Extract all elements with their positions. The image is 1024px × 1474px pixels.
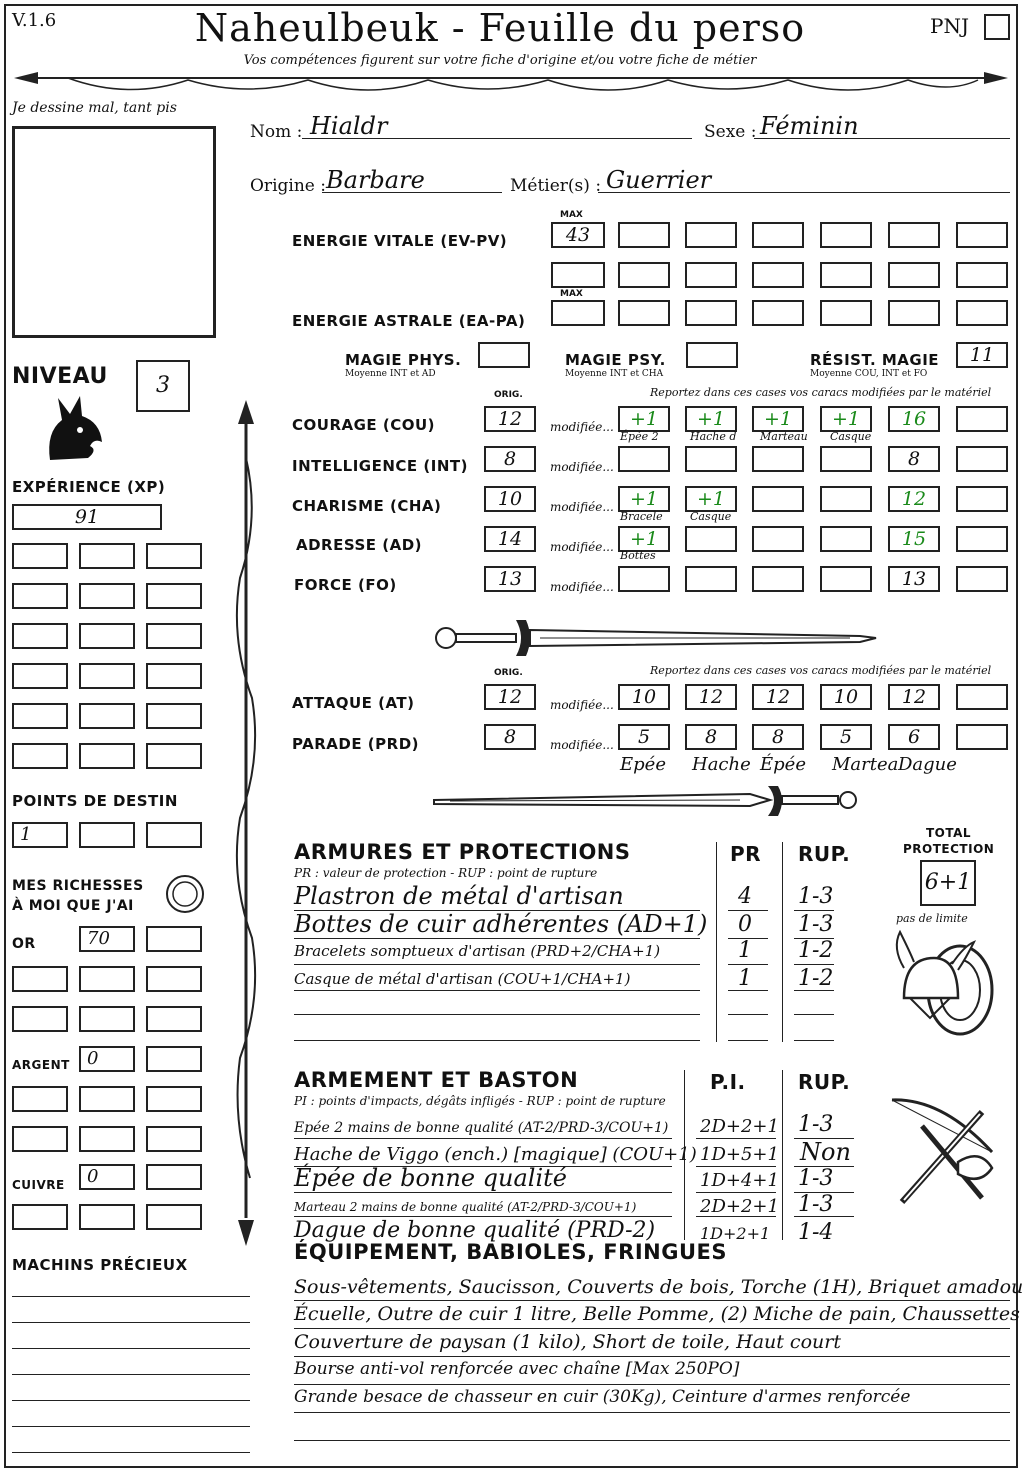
sword-icon	[430, 782, 870, 822]
intelligence-label: INTELLIGENCE (INT)	[292, 457, 468, 475]
courage-note: Hache d	[690, 430, 737, 443]
ev-box[interactable]	[820, 222, 872, 248]
or-box[interactable]	[146, 926, 202, 952]
equipement-line[interactable]: Écuelle, Outre de cuir 1 litre, Belle Pomme, (2) Miche de pain, Chaussettes	[294, 1303, 1020, 1325]
adresse-orig-box[interactable]: 14	[484, 526, 536, 552]
total-protection-box[interactable]: 6+1	[920, 860, 976, 906]
or-box[interactable]	[12, 1006, 68, 1032]
row-line	[294, 1216, 672, 1217]
row-line	[728, 910, 768, 911]
adresse-final-box[interactable]: 15	[888, 526, 940, 552]
ev-box[interactable]	[820, 262, 872, 288]
cuivre-box[interactable]: 0	[79, 1164, 135, 1190]
arme-pi[interactable]: 2D+2+1	[700, 1116, 779, 1137]
origine-value[interactable]: Barbare	[326, 166, 425, 194]
force-mod-box[interactable]	[685, 566, 737, 592]
cuivre-box[interactable]	[146, 1164, 202, 1190]
resist-magie-note: Moyenne COU, INT et FO	[810, 369, 928, 379]
sheet-subtitle: Vos compétences figurent sur votre fiche d'origine et/ou votre fiche de métier	[243, 53, 757, 68]
arme-rup[interactable]: 1-4	[798, 1220, 834, 1245]
arme-rup[interactable]: 1-3	[798, 1112, 834, 1137]
ea-box[interactable]	[888, 300, 940, 326]
ea-max-box[interactable]	[551, 300, 605, 326]
coin-icon	[164, 873, 206, 915]
force-orig-box[interactable]: 13	[484, 566, 536, 592]
modif-label: modifiée...	[550, 540, 614, 554]
arme-rup[interactable]: Non	[800, 1138, 851, 1166]
armure-rup[interactable]: 1-2	[798, 938, 834, 963]
row-line	[728, 990, 768, 991]
parade-box[interactable]: 6	[888, 724, 940, 750]
origine-label: Origine :	[250, 176, 326, 196]
ev-max-label: MAX	[560, 210, 583, 220]
armure-name[interactable]: Bottes de cuir adhérentes (AD+1)	[294, 910, 708, 938]
courage-mod-box[interactable]: +1	[618, 406, 670, 432]
adresse-mod-box[interactable]	[820, 526, 872, 552]
ea-box[interactable]	[956, 300, 1008, 326]
intelligence-mod-box[interactable]	[618, 446, 670, 472]
or-box[interactable]	[146, 1006, 202, 1032]
row-line	[794, 910, 834, 911]
table-divider	[716, 842, 717, 1042]
precieux-line	[12, 1322, 250, 1323]
adresse-mod-box[interactable]	[685, 526, 737, 552]
ev-box[interactable]	[888, 222, 940, 248]
attaque-box[interactable]: 12	[888, 684, 940, 710]
row-line	[696, 1216, 776, 1217]
force-mod-box[interactable]	[820, 566, 872, 592]
row-line	[728, 1014, 768, 1015]
orig-label: ORIG.	[494, 390, 523, 400]
equipement-line[interactable]: Grande besace de chasseur en cuir (30Kg), Ceinture d'armes renforcée	[294, 1387, 911, 1407]
arme-name[interactable]: Dague de bonne qualité (PRD-2)	[294, 1218, 656, 1243]
parade-box[interactable]	[956, 724, 1008, 750]
parade-box[interactable]: 8	[752, 724, 804, 750]
precieux-line	[12, 1374, 250, 1375]
attaque-box[interactable]: 12	[752, 684, 804, 710]
courage-orig-box[interactable]: 12	[484, 406, 536, 432]
magie-phys-label: MAGIE PHYS.	[345, 351, 462, 369]
ev-box[interactable]	[888, 262, 940, 288]
intelligence-mod-box[interactable]	[820, 446, 872, 472]
ev-box[interactable]	[956, 262, 1008, 288]
row-line	[294, 1412, 1010, 1413]
arme-name[interactable]: Epée 2 mains de bonne qualité (AT-2/PRD-3/COU+1)	[294, 1120, 669, 1136]
charisme-note: Casque	[690, 510, 732, 523]
attaque-box[interactable]: 10	[820, 684, 872, 710]
row-line	[294, 990, 700, 991]
weapon-label: Dague	[898, 754, 957, 775]
modif-label: modifiée...	[550, 420, 614, 434]
ev-box[interactable]	[551, 262, 605, 288]
charisme-note: Bracele	[620, 510, 663, 523]
ea-box[interactable]	[752, 300, 804, 326]
parade-box[interactable]: 5	[618, 724, 670, 750]
courage-note: Épée 2	[620, 430, 659, 443]
xp-cell[interactable]	[12, 583, 68, 609]
cuivre-label: CUIVRE	[12, 1178, 65, 1192]
courage-mod-box[interactable]: +1	[752, 406, 804, 432]
precieux-line	[12, 1452, 250, 1453]
xp-cell[interactable]	[79, 583, 135, 609]
weapon-label: Martea	[832, 754, 899, 775]
charisme-mod-box[interactable]	[820, 486, 872, 512]
charisme-final-box[interactable]: 12	[888, 486, 940, 512]
modif-label: modifiée...	[550, 500, 614, 514]
or-box[interactable]	[12, 966, 68, 992]
equipement-line[interactable]: Couverture de paysan (1 kilo), Short de toile, Haut court	[294, 1331, 841, 1353]
argent-box[interactable]	[79, 1126, 135, 1152]
ev-box[interactable]	[618, 222, 670, 248]
argent-box[interactable]	[12, 1126, 68, 1152]
row-line	[794, 990, 834, 991]
modif-label: modifiée...	[550, 738, 614, 752]
armure-name[interactable]: Bracelets somptueux d'artisan (PRD+2/CHA+1)	[294, 942, 661, 960]
ev-box[interactable]	[618, 262, 670, 288]
pnj-label: PNJ	[930, 14, 969, 38]
or-box[interactable]	[79, 966, 135, 992]
ev-max-box[interactable]: 43	[551, 222, 605, 248]
xp-cell[interactable]	[79, 703, 135, 729]
ea-box[interactable]	[685, 300, 737, 326]
table-divider	[782, 842, 783, 1042]
armure-rup[interactable]: 1-3	[798, 884, 834, 909]
staff-icon	[226, 398, 266, 1248]
cuivre-box[interactable]	[79, 1204, 135, 1230]
courage-box[interactable]	[956, 406, 1008, 432]
sword-icon	[430, 612, 880, 662]
xp-cell[interactable]	[146, 743, 202, 769]
pi-label: P.I.	[710, 1070, 746, 1094]
argent-box[interactable]	[79, 1086, 135, 1112]
richesses-label-2: À MOI QUE J'AI	[12, 898, 134, 914]
niveau-label: NIVEAU	[12, 364, 108, 389]
row-line	[794, 1040, 834, 1041]
magie-psy-note: Moyenne INT et CHA	[565, 369, 664, 379]
attaque-orig-box[interactable]: 12	[484, 684, 536, 710]
argent-box[interactable]: 0	[79, 1046, 135, 1072]
armure-name[interactable]: Plastron de métal d'artisan	[294, 882, 624, 910]
courage-note: Casque	[830, 430, 872, 443]
destin-box[interactable]: 1	[12, 822, 68, 848]
xp-cell[interactable]	[12, 743, 68, 769]
sexe-label: Sexe :	[704, 122, 757, 142]
argent-box[interactable]	[146, 1086, 202, 1112]
arme-pi[interactable]: 1D+5+1	[700, 1144, 779, 1165]
armure-pr[interactable]: 1	[738, 938, 752, 963]
arme-pi[interactable]: 1D+2+1	[700, 1224, 771, 1243]
ea-box[interactable]	[820, 300, 872, 326]
protection-label: PROTECTION	[903, 842, 995, 856]
ev-box[interactable]	[956, 222, 1008, 248]
sheet-title: Naheulbeuk - Feuille du perso	[194, 6, 806, 50]
row-line	[728, 1040, 768, 1041]
or-label: OR	[12, 936, 36, 952]
equipement-title: ÉQUIPEMENT, BABIOLES, FRINGUES	[294, 1240, 727, 1264]
richesses-label: MES RICHESSES	[12, 878, 144, 894]
charisme-box[interactable]	[956, 486, 1008, 512]
row-line	[696, 1166, 776, 1167]
xp-cell[interactable]	[79, 623, 135, 649]
destin-label: POINTS DE DESTIN	[12, 792, 178, 810]
row-line	[294, 1440, 1010, 1441]
sexe-value[interactable]: Féminin	[760, 112, 859, 140]
dragon-icon	[40, 392, 106, 464]
row-line	[794, 1014, 834, 1015]
ev-box[interactable]	[752, 262, 804, 288]
force-label: FORCE (FO)	[294, 576, 397, 594]
attaque-label: ATTAQUE (AT)	[292, 694, 415, 712]
resist-magie-box[interactable]: 11	[956, 342, 1008, 368]
xp-cell[interactable]	[146, 583, 202, 609]
xp-cell[interactable]	[12, 543, 68, 569]
intelligence-final-box[interactable]: 8	[888, 446, 940, 472]
adresse-mod-box[interactable]: +1	[618, 526, 670, 552]
nom-line	[302, 138, 692, 139]
courage-final-box[interactable]: 16	[888, 406, 940, 432]
charisme-mod-box[interactable]: +1	[685, 486, 737, 512]
xp-cell[interactable]	[79, 743, 135, 769]
armures-title: ARMURES ET PROTECTIONS	[294, 840, 631, 864]
niveau-box[interactable]: 3	[136, 360, 190, 412]
adresse-label: ADRESSE (AD)	[296, 536, 423, 554]
armement-title: ARMEMENT ET BASTON	[294, 1068, 579, 1092]
courage-mod-box[interactable]: +1	[685, 406, 737, 432]
courage-mod-box[interactable]: +1	[820, 406, 872, 432]
arme-rup[interactable]: 1-3	[798, 1166, 834, 1191]
xp-label: EXPÉRIENCE (XP)	[12, 478, 166, 496]
modif-label: modifiée...	[550, 698, 614, 712]
total-label: TOTAL	[926, 826, 972, 840]
armure-rup[interactable]: 1-2	[798, 966, 834, 991]
intelligence-box[interactable]	[956, 446, 1008, 472]
version-label: V.1.6	[12, 10, 57, 31]
intelligence-mod-box[interactable]	[752, 446, 804, 472]
row-line	[294, 1014, 700, 1015]
resist-magie-label: RÉSIST. MAGIE	[810, 351, 940, 369]
row-line	[728, 964, 768, 965]
xp-cell[interactable]	[79, 663, 135, 689]
helmet-shield-icon	[890, 928, 1000, 1040]
weapon-label: Épée	[760, 754, 806, 775]
attaque-box[interactable]: 12	[685, 684, 737, 710]
portrait-box[interactable]	[12, 126, 216, 338]
parade-box[interactable]: 5	[820, 724, 872, 750]
modif-label: modifiée...	[550, 460, 614, 474]
row-line	[294, 964, 700, 965]
arme-pi[interactable]: 2D+2+1	[700, 1196, 779, 1217]
row-line	[294, 1300, 1010, 1301]
magie-psy-label: MAGIE PSY.	[565, 351, 666, 369]
cuivre-box[interactable]	[12, 1204, 68, 1230]
weapons-icon	[882, 1092, 1008, 1212]
ea-max-label: MAX	[560, 289, 583, 299]
row-line	[696, 1138, 776, 1139]
magie-psy-box[interactable]	[686, 342, 738, 368]
pnj-checkbox[interactable]	[984, 14, 1010, 40]
weapon-label: Hache	[692, 754, 751, 775]
argent-box[interactable]	[146, 1046, 202, 1072]
row-line	[294, 1040, 700, 1041]
row-line	[294, 1356, 1010, 1357]
rup-label-2: RUP.	[798, 1070, 851, 1094]
destin-box[interactable]	[79, 822, 135, 848]
adresse-mod-box[interactable]	[752, 526, 804, 552]
destin-box[interactable]	[146, 822, 202, 848]
ev-box[interactable]	[685, 222, 737, 248]
row-line	[294, 1384, 1010, 1385]
portrait-caption: Je dessine mal, tant pis	[12, 100, 177, 116]
adresse-box[interactable]	[956, 526, 1008, 552]
armure-name[interactable]: Casque de métal d'artisan (COU+1/CHA+1)	[294, 970, 631, 988]
row-line	[294, 938, 700, 939]
attaque-box[interactable]	[956, 684, 1008, 710]
rup-label: RUP.	[798, 842, 851, 866]
arme-name[interactable]: Hache de Viggo (ench.) [magique] (COU+1)	[294, 1144, 697, 1165]
force-box[interactable]	[956, 566, 1008, 592]
row-line	[794, 1216, 854, 1217]
pr-label: PR	[730, 842, 762, 866]
parade-box[interactable]: 8	[685, 724, 737, 750]
or-box[interactable]	[146, 966, 202, 992]
equipement-line[interactable]: Bourse anti-vol renforcée avec chaîne [Max 250PO]	[294, 1359, 740, 1379]
armure-pr[interactable]: 1	[738, 966, 752, 991]
xp-cell[interactable]	[146, 543, 202, 569]
armement-note: PI : points d'impacts, dégâts infligés - RUP : point de rupture	[294, 1094, 666, 1108]
metier-value[interactable]: Guerrier	[606, 166, 712, 194]
row-line	[294, 1192, 672, 1193]
nom-value[interactable]: Hialdr	[310, 112, 388, 140]
row-line	[294, 1328, 1010, 1329]
row-line	[294, 1138, 672, 1139]
magie-phys-box[interactable]	[478, 342, 530, 368]
xp-cell[interactable]	[12, 623, 68, 649]
weapon-label: Epée	[620, 754, 666, 775]
ea-box[interactable]	[618, 300, 670, 326]
ev-box[interactable]	[685, 262, 737, 288]
sexe-line	[754, 138, 1010, 139]
armures-note: PR : valeur de protection - RUP : point de rupture	[294, 866, 598, 880]
table-divider	[782, 1070, 783, 1240]
courage-label: COURAGE (COU)	[292, 416, 436, 434]
force-mod-box[interactable]	[618, 566, 670, 592]
row-line	[794, 964, 834, 965]
arme-pi[interactable]: 1D+4+1	[700, 1170, 779, 1191]
precieux-line	[12, 1426, 250, 1427]
courage-note: Marteau	[760, 430, 808, 443]
charisme-label: CHARISME (CHA)	[292, 497, 442, 515]
row-line	[696, 1192, 776, 1193]
cuivre-box[interactable]	[146, 1204, 202, 1230]
attaque-box[interactable]: 10	[618, 684, 670, 710]
nom-label: Nom :	[250, 122, 303, 142]
arme-name[interactable]: Épée de bonne qualité	[294, 1164, 567, 1192]
argent-box[interactable]	[12, 1086, 68, 1112]
argent-label: ARGENT	[12, 1058, 70, 1072]
precieux-line	[12, 1296, 250, 1297]
or-box[interactable]: 70	[79, 926, 135, 952]
ev-box[interactable]	[752, 222, 804, 248]
armure-pr[interactable]: 0	[738, 912, 752, 937]
combat-orig-label: ORIG.	[494, 668, 523, 678]
or-box[interactable]	[79, 1006, 135, 1032]
precieux-label: MACHINS PRÉCIEUX	[12, 1256, 188, 1274]
origine-line	[322, 192, 502, 193]
total-note: pas de limite	[896, 912, 968, 925]
modif-label: modifiée...	[550, 580, 614, 594]
intelligence-mod-box[interactable]	[685, 446, 737, 472]
charisme-mod-box[interactable]: +1	[618, 486, 670, 512]
metier-label: Métier(s) :	[510, 176, 602, 196]
xp-cell[interactable]	[12, 703, 68, 729]
xp-cell[interactable]	[146, 703, 202, 729]
report-note: Reportez dans ces cases vos caracs modifiées par le matériel	[650, 386, 992, 399]
force-final-box[interactable]: 13	[888, 566, 940, 592]
precieux-line	[12, 1400, 250, 1401]
combat-report-note: Reportez dans ces cases vos caracs modifiées par le matériel	[650, 664, 992, 677]
intelligence-orig-box[interactable]: 8	[484, 446, 536, 472]
xp-cell[interactable]	[146, 623, 202, 649]
ea-label: ENERGIE ASTRALE (EA-PA)	[292, 312, 526, 330]
metier-line	[598, 192, 1010, 193]
argent-box[interactable]	[146, 1126, 202, 1152]
parade-label: PARADE (PRD)	[292, 735, 420, 753]
magie-phys-note: Moyenne INT et AD	[345, 369, 436, 379]
precieux-line	[12, 1348, 250, 1349]
armure-rup[interactable]: 1-3	[798, 912, 834, 937]
parade-orig-box[interactable]: 8	[484, 724, 536, 750]
xp-cell[interactable]	[79, 543, 135, 569]
arme-name[interactable]: Marteau 2 mains de bonne qualité (AT-2/PRD-3/COU+1)	[294, 1200, 637, 1214]
xp-box[interactable]: 91	[12, 504, 162, 530]
ev-label: ENERGIE VITALE (EV-PV)	[292, 232, 508, 250]
force-mod-box[interactable]	[752, 566, 804, 592]
equipement-line[interactable]: Sous-vêtements, Saucisson, Couverts de bois, Torche (1H), Briquet amadou	[294, 1276, 1024, 1298]
xp-cell[interactable]	[146, 663, 202, 689]
arme-rup[interactable]: 1-3	[798, 1192, 834, 1217]
adresse-note: Bottes	[620, 549, 656, 562]
charisme-orig-box[interactable]: 10	[484, 486, 536, 512]
charisme-mod-box[interactable]	[752, 486, 804, 512]
xp-cell[interactable]	[12, 663, 68, 689]
armure-pr[interactable]: 4	[738, 884, 752, 909]
